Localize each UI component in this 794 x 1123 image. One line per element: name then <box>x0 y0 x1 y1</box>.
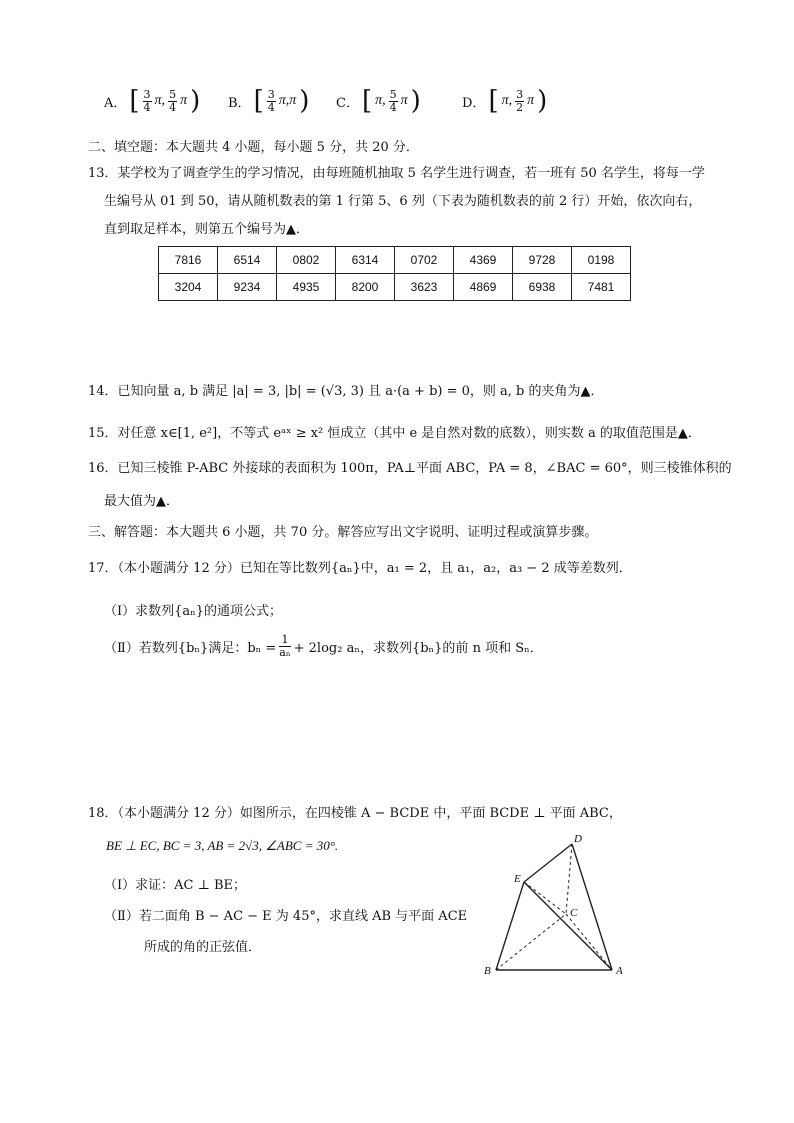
pyramid-figure <box>478 830 638 980</box>
q15-text: 15．对任意 x∈[1, e²]，不等式 eᵃˣ ≥ x² 恒成立（其中 e 是自然对数的底数），则实数 a 的取值范围是▲． <box>88 426 701 441</box>
q17-part-2: （Ⅱ）若数列{bₙ}满足：bₙ = $\frac{1}{\text{aₙ}}$ + 2log₂ aₙ，求数列{bₙ}的前 n 项和 Sₙ． <box>104 633 543 659</box>
q17-part-1: （Ⅰ）求数列{aₙ}的通项公式； <box>104 604 283 619</box>
table-row <box>159 274 631 301</box>
q13-line-3: 直到取足样本，则第五个编号为▲． <box>104 222 309 237</box>
edge-CA <box>566 914 612 970</box>
table-cell: 0702 <box>395 247 454 274</box>
label-E: E <box>514 873 521 885</box>
q18-part-2b: 所成的角的正弦值． <box>144 940 262 955</box>
option-b: B． [ $\frac{3}{4}$ π,π ) <box>228 86 310 116</box>
edge-EA <box>524 882 612 970</box>
table-cell: 9728 <box>513 247 572 274</box>
section-3-heading: 三、解答题：本大题共 6 小题，共 70 分。解答应写出文字说明、证明过程或演算步骤。 <box>88 525 598 540</box>
edge-EC <box>524 882 566 914</box>
table-row <box>159 247 631 274</box>
table-cell: 3623 <box>395 274 454 301</box>
q16-line-1: 16．已知三棱锥 P-ABC 外接球的表面积为 100π，PA⊥平面 ABC，PA = 8，∠BAC = 60°，则三棱锥体积的 <box>88 461 732 476</box>
answer-options-row <box>104 84 547 118</box>
edge-BC <box>496 914 566 970</box>
table-cell: 8200 <box>336 274 395 301</box>
label-B: B <box>484 965 491 977</box>
label-A: A <box>616 965 623 977</box>
edge-DC <box>566 844 572 914</box>
q14-text: 14．已知向量 a, b 满足 |a| = 3, |b| = (√3, 3) 且 a·(a + b) = 0，则 a, b 的夹角为▲． <box>88 384 604 399</box>
edge-ED <box>524 844 572 882</box>
q13-line-2: 生编号从 01 到 50，请从随机数表的第 1 行第 5、6 列（下表为随机数表的前 2 行）开始，依次向右， <box>104 194 702 209</box>
q16-line-2: 最大值为▲． <box>104 494 179 509</box>
table-cell: 6514 <box>218 247 277 274</box>
table-cell: 4935 <box>277 274 336 301</box>
table-cell: 4369 <box>454 247 513 274</box>
q17-line-1: 17．（本小题满分 12 分）已知在等比数列{aₙ}中，a₁ = 2，且 a₁，a₂，a₃ − 2 成等差数列． <box>88 561 632 576</box>
table-cell: 6314 <box>336 247 395 274</box>
fraction: $\frac{1}{\text{aₙ}}$ <box>279 633 291 659</box>
section-2-heading: 二、填空题：本大题共 4 小题，每小题 5 分，共 20 分． <box>88 140 419 155</box>
edge-BE <box>496 882 524 970</box>
table-cell: 6938 <box>513 274 572 301</box>
table-cell: 7816 <box>159 247 218 274</box>
q18-part-2a: （Ⅱ）若二面角 B − AC − E 为 45°，求直线 AB 与平面 ACE <box>104 909 468 924</box>
edge-DA <box>572 844 612 970</box>
table-cell: 4869 <box>454 274 513 301</box>
q18-line-2: BE ⊥ EC, BC = 3, AB = 2√3, ∠ABC = 30°. <box>106 838 339 853</box>
random-number-table <box>158 246 631 301</box>
table-cell: 0198 <box>572 247 631 274</box>
option-c: C． [ π, $\frac{5}{4}$ π ) <box>336 86 421 116</box>
option-a: A． [ $\frac{3}{4}$ π, $\frac{5}{4}$ π ) <box>104 86 201 116</box>
table-cell: 9234 <box>218 274 277 301</box>
label-D: D <box>574 833 582 845</box>
table-cell: 0802 <box>277 247 336 274</box>
table-cell: 7481 <box>572 274 631 301</box>
q18-line-1: 18．（本小题满分 12 分）如图所示，在四棱锥 A − BCDE 中，平面 BCDE ⊥ 平面 ABC， <box>88 806 622 821</box>
option-d: D． [ π, $\frac{3}{2}$ π ) <box>462 86 548 116</box>
table-cell: 3204 <box>159 274 218 301</box>
label-C: C <box>570 907 578 919</box>
q13-line-1: 13．某学校为了调查学生的学习情况，由每班随机抽取 5 名学生进行调查，若一班有 50 名学生，将每一学 <box>88 166 705 181</box>
q18-part-1: （Ⅰ）求证：AC ⊥ BE； <box>104 878 247 893</box>
